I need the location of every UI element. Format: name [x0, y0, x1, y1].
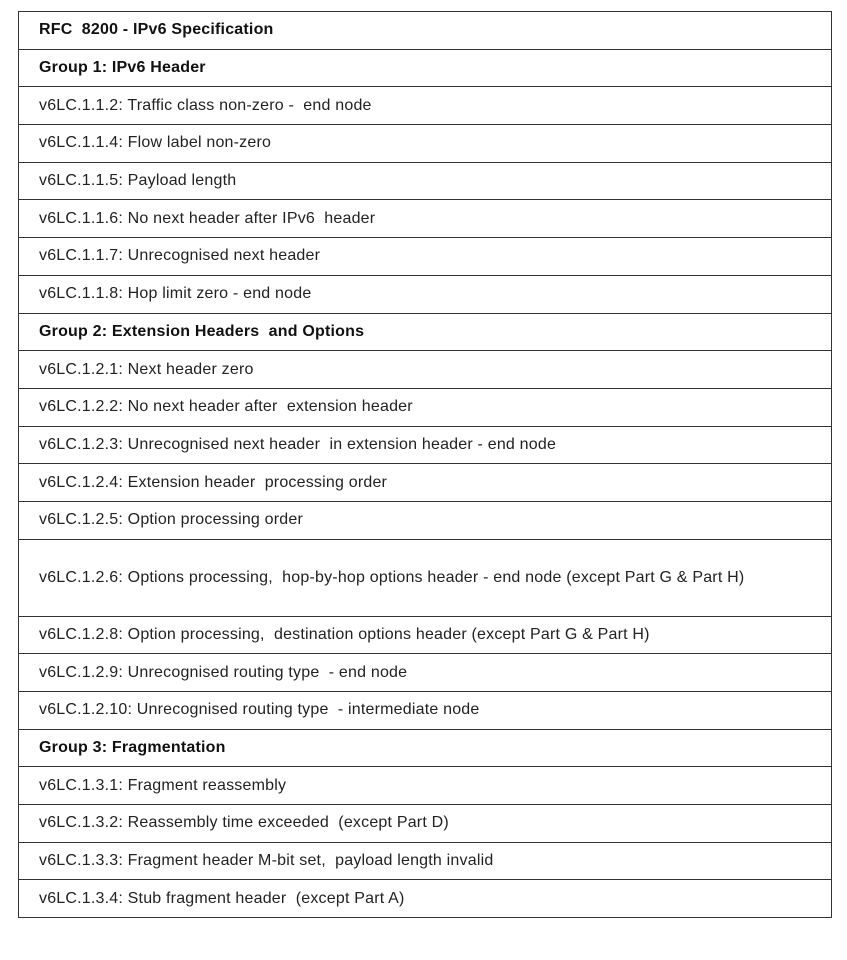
- table-row: [19, 388, 832, 426]
- table-title: RFC 8200 - IPv6 Specification: [19, 12, 832, 50]
- test-case-cell: v6LC.1.2.5: Option processing order: [19, 501, 832, 539]
- test-case-cell: v6LC.1.2.9: Unrecognised routing type - end node: [19, 654, 832, 692]
- group-heading-row: [19, 49, 832, 87]
- table-row: [19, 805, 832, 843]
- table-row: [19, 200, 832, 238]
- group-heading-row: [19, 729, 832, 767]
- group-heading-row: [19, 313, 832, 351]
- table-row: [19, 87, 832, 125]
- group-heading: Group 3: Fragmentation: [19, 729, 832, 767]
- test-case-cell: v6LC.1.2.1: Next header zero: [19, 351, 832, 389]
- test-case-cell: v6LC.1.1.4: Flow label non-zero: [19, 125, 832, 163]
- test-case-cell: v6LC.1.2.2: No next header after extension header: [19, 388, 832, 426]
- table-row: [19, 539, 832, 616]
- table-title-row: [19, 12, 832, 50]
- table-row: [19, 692, 832, 730]
- table-row: [19, 880, 832, 918]
- test-case-cell: v6LC.1.3.2: Reassembly time exceeded (except Part D): [19, 805, 832, 843]
- table-row: [19, 125, 832, 163]
- table-row: [19, 767, 832, 805]
- table-row: [19, 464, 832, 502]
- table-row: [19, 654, 832, 692]
- table-row: [19, 842, 832, 880]
- test-case-cell: v6LC.1.1.5: Payload length: [19, 162, 832, 200]
- table-row: [19, 351, 832, 389]
- test-case-cell: v6LC.1.2.8: Option processing, destination options header (except Part G & Part H): [19, 616, 832, 654]
- test-case-cell: v6LC.1.1.2: Traffic class non-zero - end node: [19, 87, 832, 125]
- test-case-cell: v6LC.1.1.8: Hop limit zero - end node: [19, 275, 832, 313]
- test-case-cell: v6LC.1.2.10: Unrecognised routing type - intermediate node: [19, 692, 832, 730]
- table-row: [19, 275, 832, 313]
- test-case-cell: v6LC.1.1.7: Unrecognised next header: [19, 238, 832, 276]
- table-row: [19, 501, 832, 539]
- test-case-cell: v6LC.1.3.1: Fragment reassembly: [19, 767, 832, 805]
- test-case-cell: v6LC.1.2.4: Extension header processing order: [19, 464, 832, 502]
- spec-table: [18, 11, 832, 918]
- table-row: [19, 162, 832, 200]
- test-case-cell: v6LC.1.1.6: No next header after IPv6 header: [19, 200, 832, 238]
- table-row: [19, 616, 832, 654]
- test-case-cell: v6LC.1.2.3: Unrecognised next header in extension header - end node: [19, 426, 832, 464]
- table-row: [19, 238, 832, 276]
- group-heading: Group 2: Extension Headers and Options: [19, 313, 832, 351]
- table-row: [19, 426, 832, 464]
- test-case-cell: v6LC.1.3.4: Stub fragment header (except Part A): [19, 880, 832, 918]
- group-heading: Group 1: IPv6 Header: [19, 49, 832, 87]
- test-case-cell: v6LC.1.2.6: Options processing, hop-by-hop options header - end node (except Part G & Part H): [19, 539, 832, 616]
- test-case-cell: v6LC.1.3.3: Fragment header M-bit set, payload length invalid: [19, 842, 832, 880]
